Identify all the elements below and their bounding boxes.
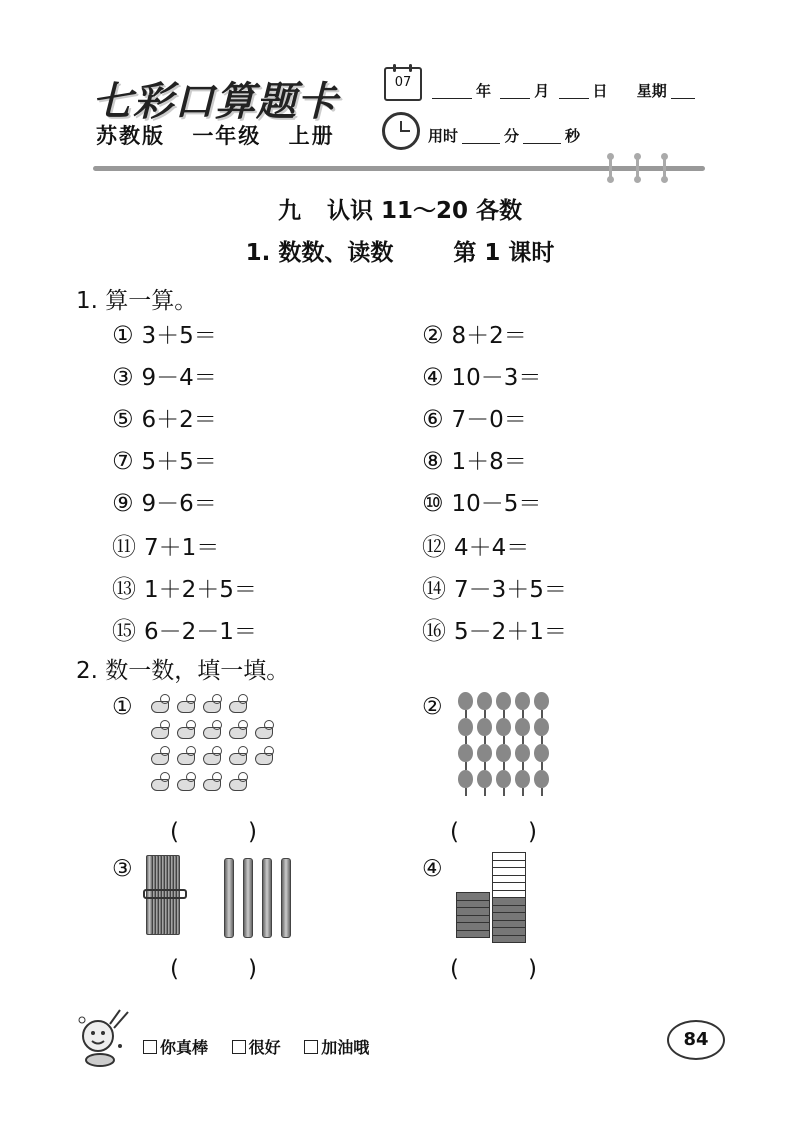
balloon-icon (513, 770, 533, 796)
balloon-icon (494, 770, 514, 796)
item-expression: 6－2－1＝ (144, 619, 257, 645)
balloon-icon (532, 770, 552, 796)
item-expression: 1＋8＝ (451, 449, 527, 475)
balloon-icon (532, 718, 552, 744)
lesson-title (0, 234, 800, 267)
item-number: ⑦ (112, 447, 134, 475)
time-line (428, 125, 580, 146)
whistle-icon (174, 771, 196, 793)
balloon-icon (475, 744, 495, 770)
seconds-label: 秒 (565, 127, 581, 145)
arithmetic-item (112, 527, 219, 562)
arithmetic-item (112, 443, 217, 476)
arithmetic-item (422, 443, 527, 476)
clock-icon (382, 112, 420, 150)
day-blank[interactable] (559, 98, 589, 99)
seconds-blank[interactable] (523, 143, 561, 144)
whistle-group (148, 693, 278, 797)
minutes-label: 分 (504, 127, 520, 145)
block-unit (492, 928, 526, 936)
checkbox-icon[interactable] (232, 1040, 246, 1054)
block-unit (492, 921, 526, 929)
item-number: ⑯ (422, 617, 446, 645)
item-expression: 7－3＋5＝ (454, 577, 567, 603)
block-unit (492, 876, 526, 884)
block-unit (492, 913, 526, 921)
whistle-icon (200, 719, 222, 741)
item-expression: 9－4＝ (141, 365, 217, 391)
item-number: ③ (112, 363, 134, 391)
item-number: ⑨ (112, 489, 134, 517)
whistle-icon (226, 719, 248, 741)
block-unit (456, 931, 490, 939)
question-1-label: 1. 算一算。 (76, 288, 198, 314)
year-label: 年 (476, 82, 492, 100)
balloon-icon (456, 744, 476, 770)
edition-grade: 一年级 (192, 124, 262, 148)
day-label: 日 (592, 82, 608, 100)
item-number: ② (422, 321, 444, 349)
loose-stick (243, 858, 253, 938)
answer-blank-4[interactable]: ( ) (450, 956, 537, 982)
date-line (428, 80, 699, 101)
block-unit (492, 906, 526, 914)
item-expression: 10－5＝ (451, 491, 542, 517)
arithmetic-item (422, 359, 541, 392)
answer-blank-2[interactable]: ( ) (450, 819, 537, 845)
edition-label (96, 120, 353, 150)
arithmetic-item (422, 401, 527, 434)
whistle-icon (200, 771, 222, 793)
balloon-icon (456, 770, 476, 796)
rating-keep-going[interactable]: 加油哦 (304, 1038, 369, 1057)
block-unit (456, 901, 490, 909)
item-number: ⑤ (112, 405, 134, 433)
weekday-blank[interactable] (671, 98, 695, 99)
item-number: ① (112, 321, 134, 349)
item-number: ⑭ (422, 575, 446, 603)
balloon-icon (513, 718, 533, 744)
picture-2-number: ② (422, 694, 443, 720)
item-expression: 7＋1＝ (144, 535, 220, 561)
item-number: ⑪ (112, 533, 136, 561)
arithmetic-item (112, 401, 217, 434)
loose-stick (262, 858, 272, 938)
calendar-icon (384, 67, 422, 101)
item-number: ④ (422, 363, 444, 391)
balloon-icon (475, 718, 495, 744)
item-number: ⑩ (422, 489, 444, 517)
unit-title (0, 192, 800, 225)
arithmetic-item (422, 485, 541, 518)
block-unit (492, 898, 526, 906)
item-number: ⑮ (112, 617, 136, 645)
block-unit (492, 868, 526, 876)
minutes-blank[interactable] (462, 143, 500, 144)
block-unit (492, 861, 526, 869)
item-number: ⑥ (422, 405, 444, 433)
edition-volume: 上册 (288, 124, 335, 148)
whistle-icon (148, 745, 170, 767)
arithmetic-item (112, 359, 217, 392)
empty-cell (252, 771, 274, 793)
empty-cell (252, 693, 274, 715)
whistle-icon (226, 771, 248, 793)
item-expression: 5＋5＝ (141, 449, 217, 475)
balloon-icon (532, 692, 552, 718)
year-blank[interactable] (432, 98, 472, 99)
rating-good[interactable]: 很好 (232, 1038, 281, 1057)
balloon-icon (475, 770, 495, 796)
block-unit (456, 923, 490, 931)
item-expression: 6＋2＝ (141, 407, 217, 433)
weekday-label: 星期 (636, 82, 667, 100)
item-number: ⑧ (422, 447, 444, 475)
balloon-icon (532, 744, 552, 770)
section-title: 1. 数数、读数 (245, 240, 394, 266)
divider-pin (663, 156, 666, 180)
chapter-title: 认识 11～20 各数 (326, 198, 523, 224)
balloon-icon (456, 718, 476, 744)
loose-stick (224, 858, 234, 938)
loose-stick (281, 858, 291, 938)
block-column-tall (492, 852, 526, 943)
loose-sticks (224, 858, 291, 938)
balloon-icon (456, 692, 476, 718)
block-unit (456, 892, 490, 901)
block-unit (492, 936, 526, 944)
whistle-icon (148, 771, 170, 793)
arithmetic-item (112, 611, 257, 646)
item-expression: 3＋5＝ (141, 323, 217, 349)
bundle-band (143, 889, 187, 899)
answer-blank-3[interactable]: ( ) (170, 956, 257, 982)
item-expression: 5－2＋1＝ (454, 619, 567, 645)
item-number: ⑬ (112, 575, 136, 603)
time-used-label: 用时 (428, 127, 459, 145)
whistle-icon (174, 693, 196, 715)
whistle-icon (174, 719, 196, 741)
block-unit (492, 891, 526, 899)
stick-bundle (146, 855, 180, 935)
whistle-icon (148, 693, 170, 715)
page-number: 84 (667, 1020, 725, 1060)
balloon-icon (475, 692, 495, 718)
arithmetic-item (422, 317, 527, 350)
divider-pin (609, 156, 612, 180)
picture-3-number: ③ (112, 856, 133, 882)
divider-pin (636, 156, 639, 180)
block-column-short (456, 892, 490, 938)
calendar-day: 07 (394, 75, 412, 90)
balloon-icon (494, 718, 514, 744)
whistle-icon (226, 693, 248, 715)
arithmetic-item (422, 611, 567, 646)
block-diagram (456, 852, 530, 934)
arithmetic-item (422, 569, 567, 604)
arithmetic-item (112, 317, 217, 350)
question-2-label: 2. 数一数，填一填。 (76, 658, 290, 684)
edition-publisher: 苏教版 (96, 124, 165, 148)
block-unit (492, 883, 526, 891)
balloon-icon (513, 692, 533, 718)
lesson-number: 第 1 课时 (453, 240, 555, 266)
item-expression: 1＋2＋5＝ (144, 577, 257, 603)
whistle-icon (252, 719, 274, 741)
brand-title: 七彩口算题卡 (92, 79, 338, 125)
balloon-icon (494, 744, 514, 770)
arithmetic-item (112, 485, 217, 518)
balloon-icon (494, 692, 514, 718)
mascot-drummer-icon (70, 1006, 134, 1070)
month-label: 月 (534, 82, 550, 100)
arithmetic-item (422, 527, 529, 562)
block-unit (456, 916, 490, 924)
answer-blank-1[interactable]: ( ) (170, 819, 257, 845)
arithmetic-item (112, 569, 257, 604)
whistle-icon (148, 719, 170, 741)
item-expression: 4＋4＝ (454, 535, 530, 561)
item-expression: 10－3＝ (451, 365, 542, 391)
whistle-icon (174, 745, 196, 767)
balloon-icon (513, 744, 533, 770)
block-unit (456, 908, 490, 916)
balloon-group (456, 692, 551, 796)
block-unit (492, 852, 526, 861)
picture-4-number: ④ (422, 856, 443, 882)
checkbox-icon[interactable] (143, 1040, 157, 1054)
item-expression: 8＋2＝ (451, 323, 527, 349)
item-expression: 7－0＝ (451, 407, 527, 433)
self-rating (143, 1035, 387, 1058)
whistle-icon (200, 745, 222, 767)
checkbox-icon[interactable] (304, 1040, 318, 1054)
rating-excellent[interactable]: 你真棒 (143, 1038, 208, 1057)
item-expression: 9－6＝ (141, 491, 217, 517)
chapter-number: 九 (277, 198, 301, 224)
whistle-icon (200, 693, 222, 715)
month-blank[interactable] (500, 98, 530, 99)
whistle-icon (226, 745, 248, 767)
picture-1-number: ① (112, 694, 133, 720)
whistle-icon (252, 745, 274, 767)
header-divider (93, 166, 705, 171)
item-number: ⑫ (422, 533, 446, 561)
